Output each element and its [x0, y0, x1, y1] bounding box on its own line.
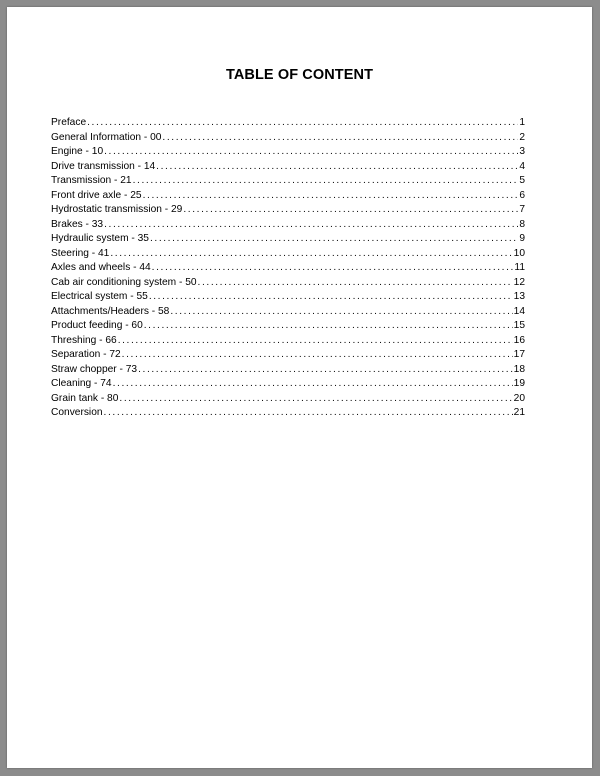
toc-entry-page-number: 5 — [519, 175, 525, 186]
toc-dot-leader — [183, 203, 518, 218]
toc-entry-page-number: 4 — [519, 160, 525, 172]
toc-entry[interactable] — [51, 232, 525, 247]
toc-dot-leader — [113, 377, 513, 392]
toc-entry[interactable] — [51, 392, 525, 407]
toc-entry[interactable] — [51, 189, 525, 204]
toc-entry[interactable] — [51, 203, 525, 218]
toc-dot-leader — [144, 319, 513, 334]
toc-entry-page-number: 19 — [513, 378, 525, 389]
toc-entry-label: Cleaning - 74 — [51, 378, 112, 389]
toc-entry[interactable] — [51, 334, 525, 349]
toc-dot-leader — [133, 174, 519, 189]
toc-entry-page-number: 2 — [519, 131, 525, 143]
toc-entry[interactable] — [51, 406, 525, 421]
toc-dot-leader — [162, 131, 518, 146]
toc-entry-label: Engine - 10 — [51, 146, 104, 157]
toc-entry-page-number: 18 — [513, 363, 525, 375]
toc-dot-leader — [104, 145, 518, 160]
toc-entry-label: Electrical system - 55 — [51, 291, 148, 302]
toc-dot-leader — [118, 334, 513, 349]
toc-dot-leader — [122, 348, 513, 363]
toc-entry-label: Grain tank - 80 — [51, 392, 119, 404]
toc-entry[interactable] — [51, 218, 525, 233]
toc-entry-label: Conversion — [51, 407, 103, 418]
toc-entry-page-number: 7 — [519, 204, 525, 215]
document-page — [7, 7, 592, 768]
toc-dot-leader — [110, 247, 512, 262]
toc-entry[interactable] — [51, 319, 525, 334]
toc-entry-page-number: 9 — [519, 233, 525, 244]
toc-dot-leader — [156, 160, 518, 175]
toc-entry[interactable] — [51, 348, 525, 363]
toc-entry[interactable] — [51, 377, 525, 392]
toc-dot-leader — [104, 406, 513, 421]
toc-dot-leader — [119, 392, 512, 407]
toc-dot-leader — [198, 276, 513, 291]
toc-entry-label: Brakes - 33 — [51, 218, 104, 230]
toc-entry-label: Attachments/Headers - 58 — [51, 305, 170, 317]
toc-entry-label: Steering - 41 — [51, 247, 110, 259]
toc-dot-leader — [149, 290, 513, 305]
toc-dot-leader — [152, 261, 514, 276]
toc-entry-label: Axles and wheels - 44 — [51, 262, 151, 273]
toc-entry-page-number: 21 — [513, 407, 525, 418]
toc-entry-page-number: 8 — [519, 218, 525, 230]
toc-entry[interactable] — [51, 290, 525, 305]
toc-entry-label: Separation - 72 — [51, 349, 121, 360]
toc-entry-page-number: 12 — [513, 276, 525, 288]
toc-entry[interactable] — [51, 261, 525, 276]
toc-entry-page-number: 10 — [513, 247, 525, 259]
toc-entry-label: Threshing - 66 — [51, 334, 117, 346]
toc-entry-label: Drive transmission - 14 — [51, 160, 156, 172]
toc-entry-page-number: 15 — [513, 320, 525, 331]
toc-dot-leader — [104, 218, 518, 233]
toc-entry-label: Product feeding - 60 — [51, 320, 143, 331]
toc-entry-label: Hydraulic system - 35 — [51, 233, 149, 244]
toc-entry[interactable] — [51, 160, 525, 175]
toc-entry[interactable] — [51, 131, 525, 146]
toc-entry-page-number: 6 — [519, 189, 525, 201]
toc-entry-label: Front drive axle - 25 — [51, 189, 142, 201]
toc-entry-label: Hydrostatic transmission - 29 — [51, 204, 183, 215]
toc-entry-label: Straw chopper - 73 — [51, 363, 138, 375]
toc-entry-label: Transmission - 21 — [51, 175, 132, 186]
toc-entry-label: Preface — [51, 117, 87, 128]
page-title: TABLE OF CONTENT — [225, 67, 374, 83]
toc-entry-page-number: 1 — [519, 117, 525, 128]
toc-dot-leader — [138, 363, 513, 378]
toc-entry-label: Cab air conditioning system - 50 — [51, 276, 197, 288]
toc-entry-page-number: 13 — [513, 291, 525, 302]
toc-entry-page-number: 16 — [513, 334, 525, 346]
toc-entry[interactable] — [51, 174, 525, 189]
toc-entry-label: General Information - 00 — [51, 131, 162, 143]
toc-entry-page-number: 20 — [513, 392, 525, 404]
toc-entry[interactable] — [51, 276, 525, 291]
toc-entry[interactable] — [51, 305, 525, 320]
toc-dot-leader — [143, 189, 519, 204]
toc-entry-page-number: 14 — [513, 305, 525, 317]
toc-entry[interactable] — [51, 145, 525, 160]
toc-entry-page-number: 3 — [519, 146, 525, 157]
toc-dot-leader — [170, 305, 512, 320]
toc-dot-leader — [87, 116, 518, 131]
toc-entry-page-number: 17 — [513, 349, 525, 360]
toc-entry[interactable] — [51, 247, 525, 262]
toc-dot-leader — [150, 232, 518, 247]
toc-entry-page-number: 11 — [514, 262, 525, 273]
toc-entry[interactable] — [51, 363, 525, 378]
table-of-contents — [51, 116, 525, 421]
toc-entry[interactable] — [51, 116, 525, 131]
